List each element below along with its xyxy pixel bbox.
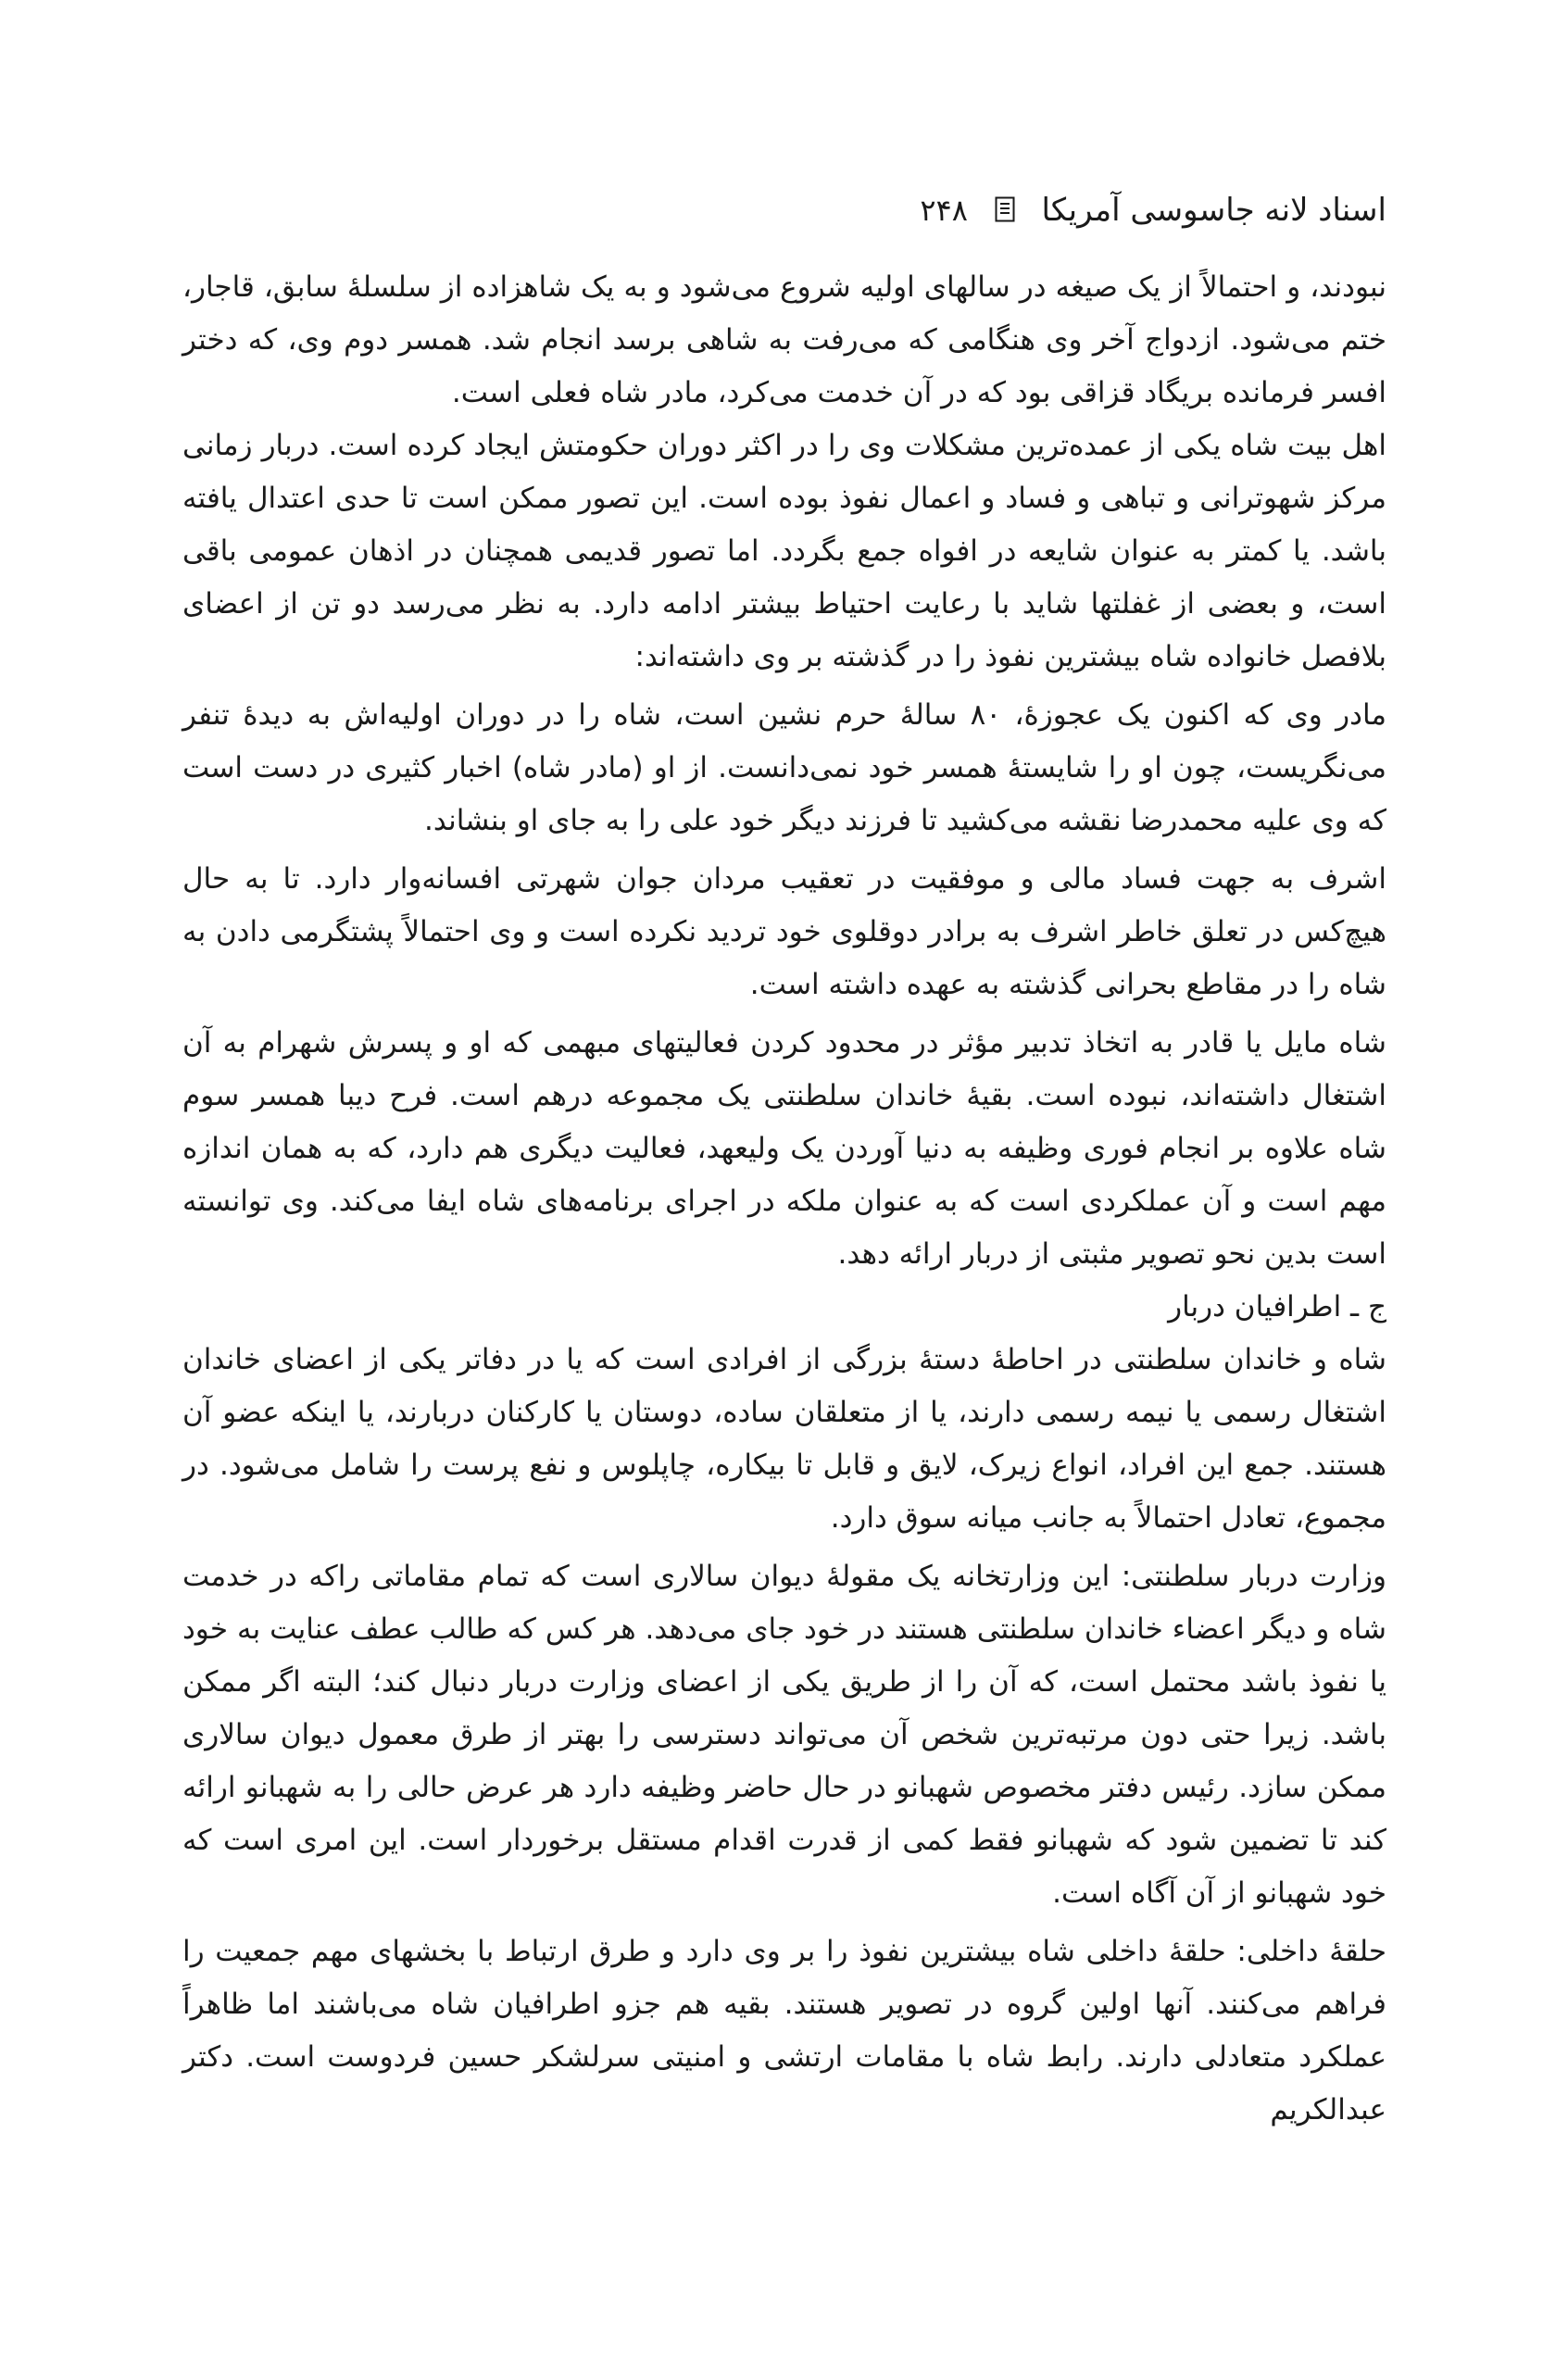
paragraph-shah-family: شاه مایل یا قادر به اتخاذ تدبیر مؤثر در محدود کردن فعالیتهای مبهمی که او و پسرش شهرام به آن اشتغال داشته‌اند، نبوده است. بقیهٔ خاندان سلطنتی یک مجموعه درهم است. فرح دیبا همسر سوم شاه علاوه بر انجام فوری وظیفه به دنیا آوردن یک ولیعهد، فعالیت دیگری هم دارد، که به همان اندازه مهم است و آن عملکردی است که به عنوان ملکه در اجرای برنامه‌های شاه ایفا می‌کند. وی توانسته است بدین نحو تصویر مثبتی از دربار ارائه دهد.: [182, 1026, 1386, 1271]
paragraph-inner-circle: حلقهٔ داخلی: حلقهٔ داخلی شاه بیشترین نفوذ را بر وی دارد و طرق ارتباط با بخشهای مهم جمعیت را فراهم می‌کنند. آنها اولین گروه در تصویر هستند. بقیه هم جزو اطرافیان شاه می‌باشند اما ظاهراً عملکرد متعادلی دارند. رابط شاه با مقامات ارتشی و امنیتی سرلشکر حسین فردوست است. دکتر عبدالکریم: [182, 1935, 1386, 2126]
paragraph-ashraf: اشرف به جهت فساد مالی و موفقیت در تعقیب مردان جوان شهرتی افسانه‌وار دارد. تا به حال هیچ‌کس در تعلق خاطر اشرف به برادر دوقلوی خود تردید نکرده است و وی احتمالاً پشتگرمی دادن به شاه را در مقاطع بحرانی گذشته به عهده داشته است.: [182, 862, 1386, 1001]
book-icon: [995, 192, 1015, 232]
section-heading: ج ـ اطرافیان دربار: [1168, 1290, 1386, 1323]
book-title: اسناد لانه جاسوسی آمریکا: [1041, 192, 1386, 229]
paragraph-court: اهل بیت شاه یکی از عمده‌ترین مشکلات وی را در اکثر دوران حکومتش ایجاد کرده است. دربار زمانی مرکز شهوترانی و تباهی و فساد و اعمال نفوذ بوده است. این تصور ممکن است تا حدی اعتدال یافته باشد. یا کمتر به عنوان شایعه در افواه جمع بگردد. اما تصور قدیمی همچنان در اذهان عمومی باقی است، و بعضی از غفلتها شاید با رعایت احتیاط بیشتر ادامه دارد. به نظر می‌رسد دو تن از اعضای بلافصل خانواده شاه بیشترین نفوذ را در گذشته بر وی داشته‌اند:: [182, 429, 1386, 673]
paragraph-court-ministry: وزارت دربار سلطنتی: این وزارتخانه یک مقولهٔ دیوان سالاری است که تمام مقاماتی راکه در خدمت شاه و دیگر اعضاء خاندان سلطنتی هستند در خود جای می‌دهد. هر کس که طالب عطف عنایت به خود یا نفوذ باشد محتمل است، که آن را از طریق یکی از اعضای وزارت دربار دنبال کند؛ البته اگر ممکن باشد. زیرا حتی دون مرتبه‌ترین شخص آن می‌تواند دسترسی را بهتر از طرق معمول دیوان سالاری ممکن سازد. رئیس دفتر مخصوص شهبانو در حال حاضر وظیفه دارد هر عرض حالی را به شهبانو ارائه کند تا تضمین شود که شهبانو فقط کمی از قدرت اقدام مستقل برخوردار است. این امری است که خود شهبانو از آن آگاه است.: [182, 1560, 1386, 1910]
paragraph-entourage: شاه و خاندان سلطنتی در احاطهٔ دستهٔ بزرگی از افرادی است که یا در دفاتر یکی از اعضای خاندان اشتغال رسمی یا نیمه رسمی دارند، یا از متعلقان ساده، دوستان یا کارکنان دربارند، یا اینکه عضو آن هستند. جمع این افراد، انواع زیرک، لایق و قابل تا بیکاره، چاپلوس و نفع پرست را شامل می‌شود. در مجموع، تعادل احتمالاً به جانب میانه سوق دارد.: [182, 1343, 1386, 1535]
paragraph-continuation: نبودند، و احتمالاً از یک صیغه در سالهای اولیه شروع می‌شود و به یک شاهزاده از سلسلهٔ سابق، قاجار، ختم می‌شود. ازدواج آخر وی هنگامی که می‌رفت به شاهی برسد انجام شد. همسر دوم وی، که دختر افسر فرمانده بریگاد قزاقی بود که در آن خدمت می‌کرد، مادر شاه فعلی است.: [182, 270, 1386, 409]
paragraph-mother: مادر وی که اکنون یک عجوزهٔ، ۸۰ سالهٔ حرم نشین است، شاه را در دوران اولیه‌اش به دیدهٔ تنفر می‌نگریست، چون او را شایستهٔ همسر خود نمی‌دانست. از او (مادر شاه) اخبار کثیری در دست است که وی علیه محمدرضا نقشه می‌کشید تا فرزند دیگر خود علی را به جای او بنشاند.: [182, 698, 1386, 837]
running-header: [182, 190, 1386, 232]
body-text: [182, 261, 1386, 2137]
page-number: ۲۴۸: [920, 193, 968, 228]
